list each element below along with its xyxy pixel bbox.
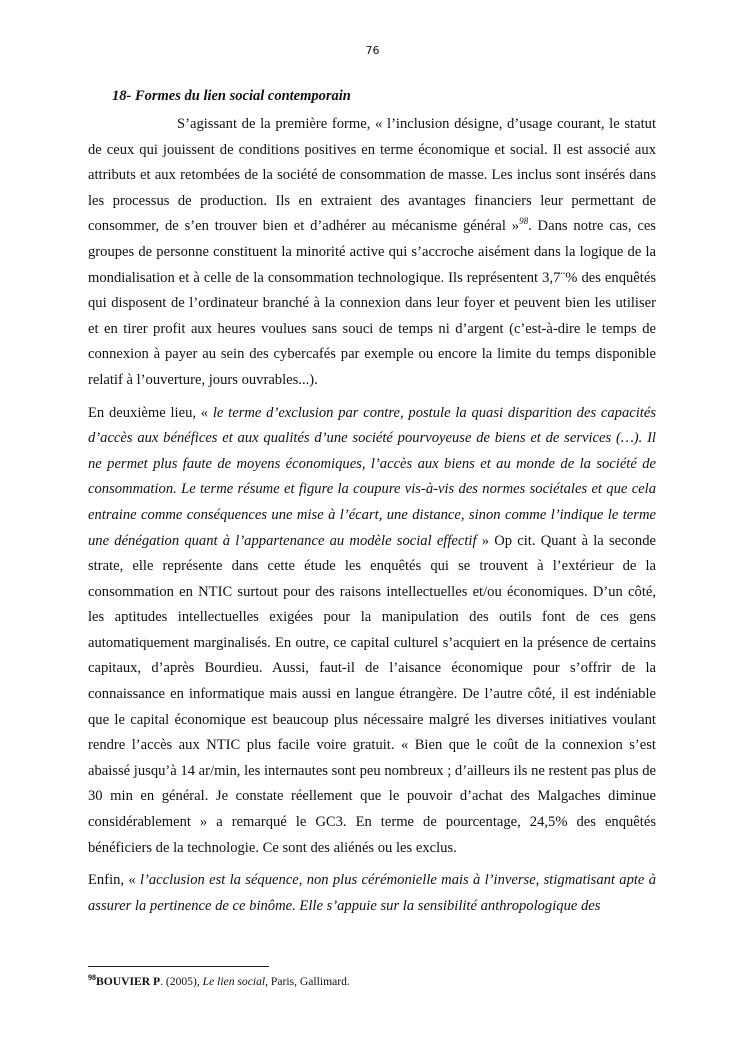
inclusion-text-continued: . Dans notre cas, ces groupes de personne constituent la minorité active qui s’accroche aisément dans la logique de la mondialisation et à celle de la consommation technologique. Ils représentent 3,7¨% des enquêtés qui disposent de l’ordinateur branché à la connexion dans leur foyer et peuvent bien les utiliser et en tirer profit aux heures voulues sans souci de temps ni d’argent (c’est-à-dire le temps de connexion à payer au sein des cybercafés par exemple ou encore la limite du temps disponible relatif à l’ouverture, jours ouvrables...). xyxy=(88,218,656,388)
footnote-number: 98 xyxy=(88,973,96,983)
paragraph-exclusion xyxy=(88,401,656,862)
body-text xyxy=(88,112,656,919)
footnote xyxy=(88,975,350,988)
exclusion-intro: En deuxième lieu, « xyxy=(88,404,213,421)
section-heading: 18- Formes du lien social contemporain xyxy=(112,88,351,104)
page-number: 76 xyxy=(365,44,380,57)
footnote-title: Le lien social, xyxy=(202,975,268,988)
paragraph-inclusion xyxy=(88,112,656,394)
footnote-year: . (2005), xyxy=(160,975,203,988)
footnote-reference[interactable]: 98 xyxy=(519,216,529,227)
exclusion-quote: le terme d’exclusion par contre, postule la quasi disparition des capacités d’accès aux bénéfices et aux qualités d’une société pourvoyeuse de biens et de services (…). Il ne permet plus faute de moyens économiques, l’accès aux biens et au monde de la société de consommation. Le terme résume et figure la coupure vis-à-vis des normes sociétales et que cela entraine comme conséquences une mise à l’écart, une distance, sinon comme l’indique le terme une dénégation quant à l’appartenance au modèle social effectif xyxy=(88,404,656,549)
footnote-publisher: Paris, Gallimard. xyxy=(268,975,350,988)
exclusion-text: » Op cit. Quant à la seconde strate, elle représente dans cette étude les enquêtés qui se trouvent à l’extérieur de la consommation en NTIC surtout pour des raisons intellectuelles et/ou économiques. D’un côté, les aptitudes intellectuelles exigées pour la manipulation des outils font de ces gens automatiquement marginalisés. En outre, ce capital culturel s’acquiert en la présence de certains capitaux, d’après Bourdieu. Aussi, faut-il de l’aisance économique pour s’offrir de la connaissance en informatique mais aussi en langue étrangère. De l’autre côté, il est indéniable que le capital économique est beaucoup plus nécessaire malgré les diverses initiatives voulant rendre l’accès aux NTIC plus facile voire gratuit. « Bien que le coût de la connexion s’est abaissé jusqu’à 14 ar/min, les internautes sont peu nombreux ; d’ailleurs ils ne restent pas plus de 30 min en général. Je constate réellement que le pouvoir d’achat des Malgaches diminue considérablement » a remarqué le GC3. En terme de pourcentage, 24,5% des enquêtés bénéficiers de la technologie. Ce sont des aliénés ou les exclus. xyxy=(88,532,656,856)
footnote-author: BOUVIER P xyxy=(96,975,161,988)
footnote-separator xyxy=(88,966,269,967)
inclusion-text: S’agissant de la première forme, « l’inclusion désigne, d’usage courant, le statut de ceux qui jouissent de conditions positives en terme économique et social. Il est associé aux attributs et aux retombées de la société de consommation de masse. Les inclus sont insérés dans les processus de production. Ils en extraient des avantages financiers leur permettant de consommer, de s’en trouver bien et d’adhérer au mécanisme général » xyxy=(88,116,656,235)
acclusion-intro: Enfin, « xyxy=(88,872,140,889)
acclusion-quote: l’acclusion est la séquence, non plus cérémonielle mais à l’inverse, stigmatisant apte à assurer la pertinence de ce binôme. Elle s’appuie sur la sensibilité anthropologique des xyxy=(88,872,656,914)
paragraph-acclusion xyxy=(88,868,656,919)
